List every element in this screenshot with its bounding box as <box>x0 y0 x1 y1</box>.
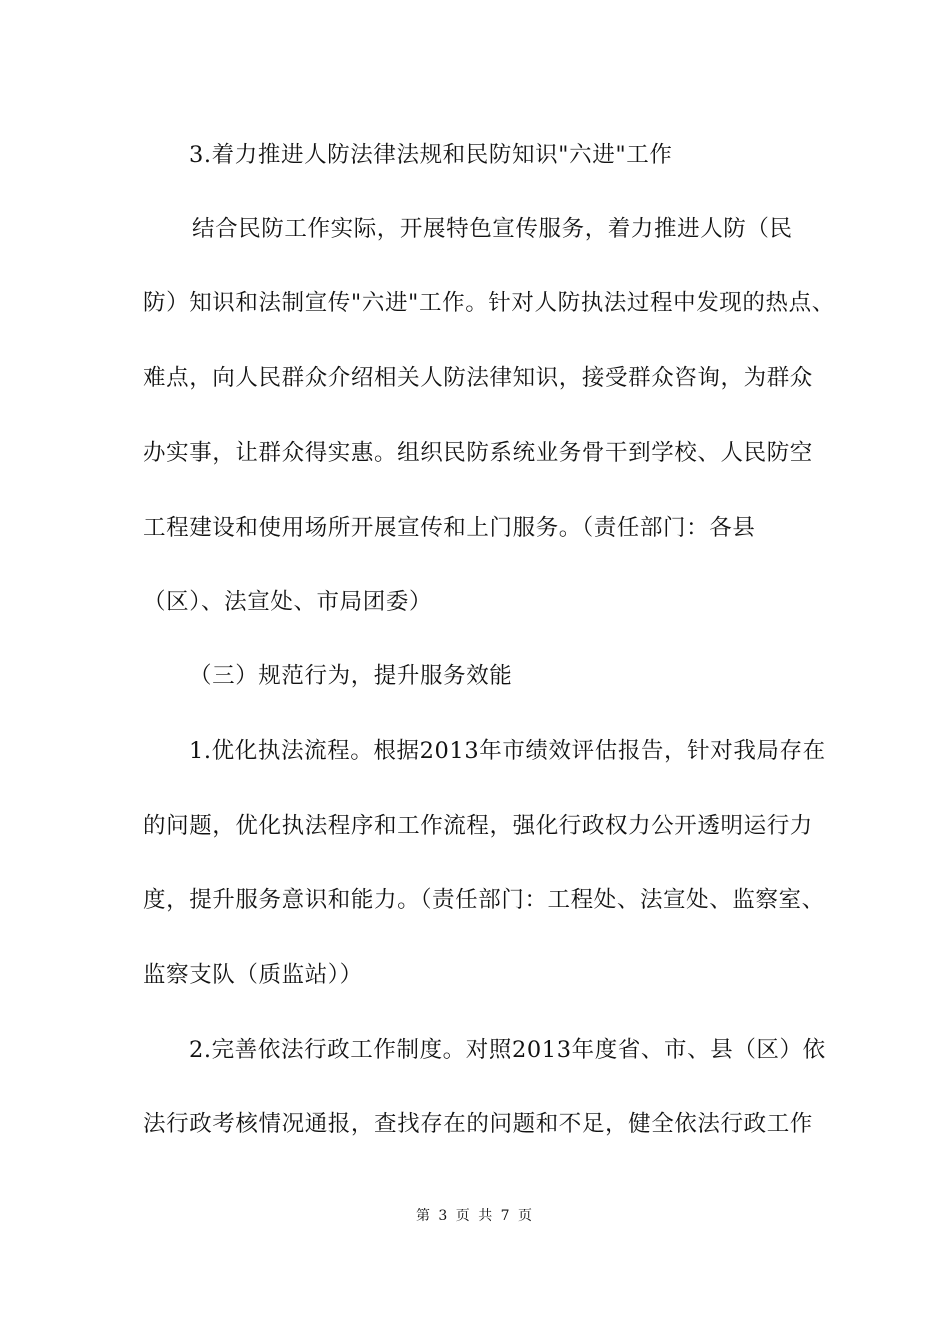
paragraph-line: 监察支队（质监站）） <box>143 962 363 988</box>
section-heading-three: （三）规范行为，提升服务效能 <box>189 663 513 689</box>
paragraph-line: 工程建设和使用场所开展宣传和上门服务。（责任部门：各县 <box>143 515 756 541</box>
paragraph-line: 度，提升服务意识和能力。（责任部门：工程处、法宣处、监察室、 <box>143 887 825 913</box>
paragraph-line: 结合民防工作实际，开展特色宣传服务，着力推进人防（民 <box>192 216 793 242</box>
section-heading-3: 3.着力推进人防法律法规和民防知识"六进"工作 <box>189 142 673 168</box>
paragraph-line: 2.完善依法行政工作制度。对照2013年度省、市、县（区）依 <box>189 1037 826 1063</box>
paragraph-line: 1.优化执法流程。根据2013年市绩效评估报告，针对我局存在 <box>189 738 826 764</box>
paragraph-line: （区）、法宣处、市局团委） <box>143 589 433 615</box>
paragraph-line: 难点，向人民群众介绍相关人防法律知识，接受群众咨询，为群众 <box>143 365 813 391</box>
page-number-footer: 第 3 页 共 7 页 <box>415 1208 535 1224</box>
paragraph-line: 办实事，让群众得实惠。组织民防系统业务骨干到学校、人民防空 <box>143 440 813 466</box>
paragraph-line: 防）知识和法制宣传"六进"工作。针对人防执法过程中发现的热点、 <box>143 290 835 316</box>
paragraph-line: 法行政考核情况通报，查找存在的问题和不足，健全依法行政工作 <box>143 1111 813 1137</box>
paragraph-line: 的问题，优化执法程序和工作流程，强化行政权力公开透明运行力 <box>143 813 813 839</box>
